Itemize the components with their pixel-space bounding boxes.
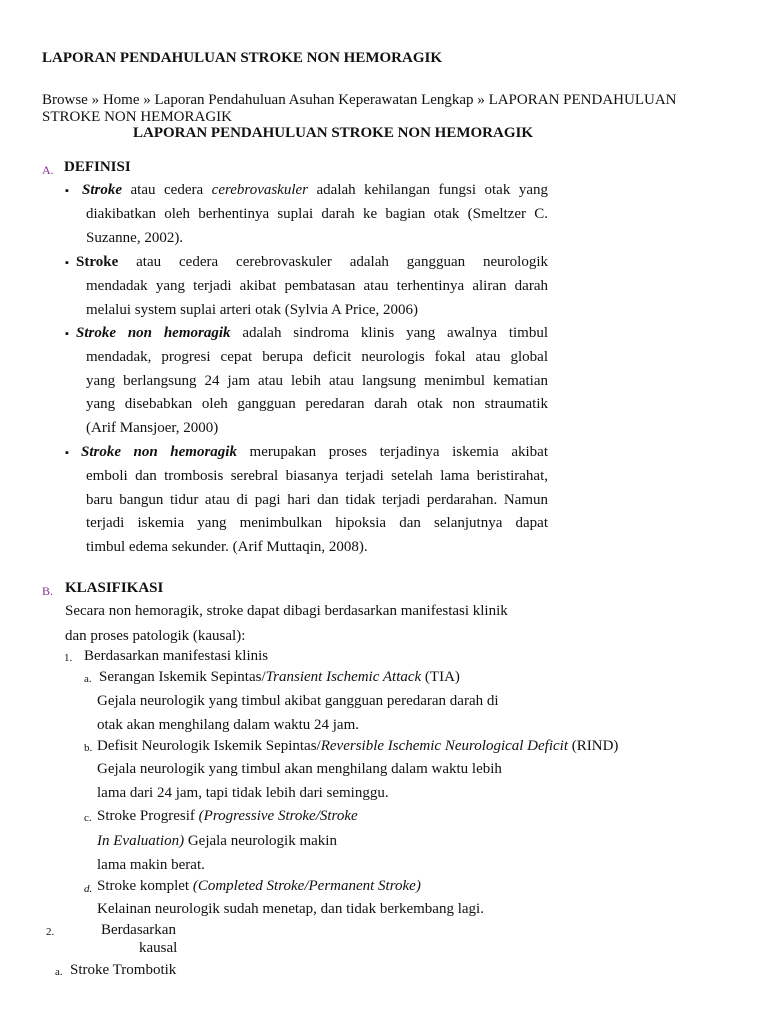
sub-a-marker: a. — [84, 673, 92, 685]
page-title: LAPORAN PENDAHULUAN STROKE NON HEMORAGIK — [42, 50, 443, 66]
definition-line — [81, 444, 548, 461]
breadcrumb-separator: » — [87, 92, 103, 108]
sub-c-text — [97, 808, 358, 825]
text-run: diakibatkan oleh berhentinya suplai darah ke bagian otak (Smeltzer C. — [86, 205, 548, 222]
text-run: (Completed Stroke/Permanent Stroke) — [192, 878, 421, 894]
text-run: Suzanne, 2002). — [86, 229, 184, 246]
sub-a-text: Gejala neurologik yang timbul akibat gangguan peredaran darah di — [97, 693, 499, 709]
text-run: yang berlangsung 24 jam atau lebih atau langsung menimbul kematian — [86, 372, 548, 389]
breadcrumb-home-link[interactable]: Home — [102, 92, 140, 108]
text-run: emboli dan trombosis serebral biasanya terjadi setelah lama beristirahat, — [86, 467, 548, 484]
classification-intro-line: dan proses patologik (kausal): — [65, 628, 246, 644]
section-b-marker: B. — [42, 584, 54, 598]
definition-line — [86, 349, 548, 366]
text-run: timbul edema sekunder. (Arif Muttaqin, 2008). — [86, 539, 368, 556]
text-run: (Progressive Stroke/Stroke — [198, 808, 358, 824]
breadcrumb-separator: » — [139, 92, 155, 108]
definition-line — [76, 325, 548, 342]
definition-line — [86, 468, 548, 485]
text-run: (RIND) — [568, 738, 619, 754]
text-run: Transient Ischemic Attack — [265, 669, 422, 685]
item-1-number: 1. — [64, 652, 73, 664]
sub-b-text: Gejala neurologik yang timbul akan menghilang dalam waktu lebih — [97, 761, 502, 777]
sub-c-text: lama makin berat. — [97, 857, 205, 873]
text-run: merupakan proses terjadinya iskemia akibat — [236, 444, 548, 460]
sub-b-text: lama dari 24 jam, tapi tidak lebih dari seminggu. — [97, 785, 389, 801]
item-2-sub-a-marker: a. — [55, 966, 63, 978]
text-run: Serangan Iskemik Sepintas/ — [99, 669, 266, 685]
text-run: melalui system suplai arteri otak (Sylvia A Price, 2006) — [86, 301, 419, 318]
text-run: mendadak yang terjadi akibat pembatasan atau terhentinya aliran darah — [86, 277, 548, 294]
text-run: Stroke non hemoragik — [81, 444, 237, 460]
breadcrumb-current-link[interactable]: LAPORAN PENDAHULUAN — [488, 92, 677, 108]
text-run: mendadak, progresi cepat berupa deficit neurologis fokal atau global — [86, 348, 548, 365]
breadcrumb-separator: » — [473, 92, 489, 108]
item-2-label: kausal — [139, 940, 178, 956]
text-run: atau cedera cerebrovaskuler adalah gangguan neurologik — [118, 254, 548, 270]
sub-a-text: otak akan menghilang dalam waktu 24 jam. — [97, 717, 360, 733]
text-run: In Evaluation) — [97, 833, 185, 849]
sub-b-title — [97, 738, 618, 755]
text-run: terjadi iskemia yang menimbulkan hipoksia dan selanjutnya dapat — [86, 515, 548, 532]
text-run: Stroke — [82, 182, 123, 198]
sub-a-title — [99, 669, 460, 686]
item-2-sub-a-label: Stroke Trombotik — [70, 962, 177, 978]
classification-intro-line: Secara non hemoragik, stroke dapat dibagi berdasarkan manifestasi klinik — [65, 603, 508, 619]
sub-d-text: Kelainan neurologik sudah menetap, dan tidak berkembang lagi. — [97, 901, 484, 917]
sub-c-text — [97, 833, 337, 850]
bullet-icon: ▪ — [65, 328, 69, 340]
definition-line — [76, 254, 548, 271]
section-a-title: DEFINISI — [64, 159, 131, 175]
definition-line — [86, 206, 548, 223]
breadcrumb-current-continued: STROKE NON HEMORAGIK — [42, 109, 232, 125]
sub-d-title — [97, 878, 421, 895]
section-b-title: KLASIFIKASI — [65, 580, 164, 596]
item-2-number: 2. — [46, 926, 55, 938]
breadcrumb-category-link[interactable]: Laporan Pendahuluan Asuhan Keperawatan Lengkap — [154, 92, 474, 108]
sub-b-marker: b. — [84, 742, 93, 754]
breadcrumb-prefix: Browse — [42, 92, 88, 108]
item-1-label: Berdasarkan manifestasi klinis — [84, 648, 269, 664]
text-run: Gejala neurologik makin — [184, 833, 337, 849]
text-run: Reversible Ischemic Neurological Deficit — [320, 738, 568, 754]
text-run: adalah kehilangan fungsi otak yang — [308, 182, 548, 198]
definition-line — [86, 539, 368, 556]
text-run: Stroke — [76, 254, 119, 270]
sub-c-marker: c. — [84, 812, 92, 824]
text-run: adalah sindroma klinis yang awalnya timbul — [230, 325, 548, 341]
item-2-label: Berdasarkan — [101, 922, 176, 938]
text-run: Defisit Neurologik Iskemik Sepintas/ — [97, 738, 321, 754]
document-heading: LAPORAN PENDAHULUAN STROKE NON HEMORAGIK — [133, 125, 534, 141]
text-run: baru bangun tidur atau di pagi hari dan tidak terjadi perdarahan. Namun — [86, 491, 548, 508]
text-run: Stroke Progresif — [97, 808, 199, 824]
text-run: yang disebabkan oleh gangguan peredaran darah otak non straumatik — [86, 396, 548, 413]
section-a-marker: A. — [42, 163, 54, 177]
sub-d-marker: d. — [84, 883, 93, 895]
text-run: (Arif Mansjoer, 2000) — [86, 420, 219, 437]
definition-line — [86, 373, 548, 390]
definition-line — [86, 302, 418, 319]
definition-line — [86, 492, 548, 509]
definition-line — [82, 182, 548, 199]
text-run: Stroke komplet — [97, 878, 193, 894]
text-run: cerebrovaskuler — [211, 182, 309, 198]
definition-line — [86, 396, 548, 413]
bullet-icon: ▪ — [65, 257, 69, 269]
text-run: (TIA) — [421, 669, 460, 685]
text-run: atau cedera — [122, 182, 212, 198]
definition-line — [86, 230, 183, 247]
breadcrumb — [42, 92, 676, 109]
bullet-icon: ▪ — [65, 185, 69, 197]
definition-line — [86, 420, 218, 437]
text-run: Stroke non hemoragik — [76, 325, 231, 341]
definition-line — [86, 515, 548, 532]
bullet-icon: ▪ — [65, 447, 69, 459]
definition-line — [86, 278, 548, 295]
